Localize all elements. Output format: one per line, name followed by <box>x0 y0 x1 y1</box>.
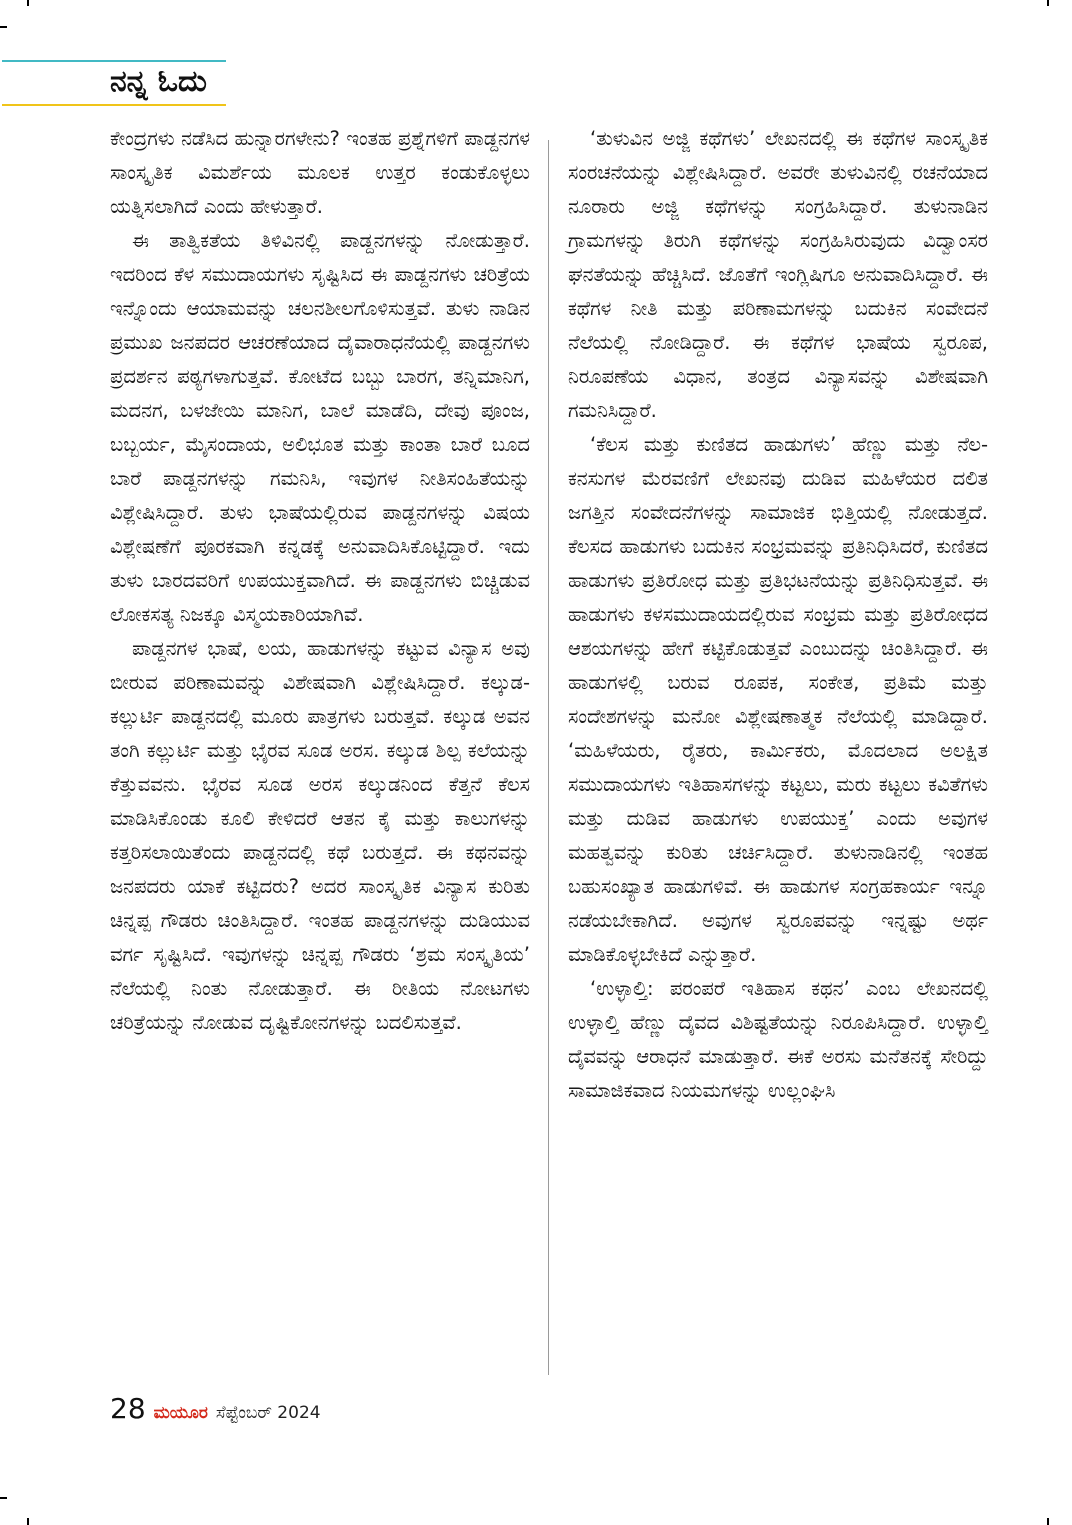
crop-mark-bottom-right <box>1047 1518 1049 1525</box>
left-paragraph-1: ಕೇಂದ್ರಗಳು ನಡೆಸಿದ ಹುನ್ನಾರಗಳೇನು? ಇಂತಹ ಪ್ರಶ್ನೆಗಳಿಗೆ ಪಾಡ್ದನಗಳ ಸಾಂಸ್ಕೃತಿಕ ವಿಮರ್ಶೆಯ ಮೂಲಕ ಉತ್ತರ ಕಂಡುಕೊಳ್ಳಲು ಯತ್ನಿಸಲಾಗಿದೆ ಎಂದು ಹೇಳುತ್ತಾರೆ. <box>110 127 530 218</box>
right-paragraph-3: ‘ಉಳ್ಳಾಲ್ತಿ: ಪರಂಪರೆ ಇತಿಹಾಸ ಕಥನ’ ಎಂಬ ಲೇಖನದಲ್ಲಿ ಉಳ್ಳಾಲ್ತಿ ಹೆಣ್ಣು ದೈವದ ವಿಶಿಷ್ಟತೆಯನ್ನು ನಿರೂಪಿಸಿದ್ದಾರೆ. ಉಳ್ಳಾಲ್ತಿ ದೈವವನ್ನು ಆರಾಧನೆ ಮಾಡುತ್ತಾರೆ. ಈಕೆ ಅರಸು ಮನೆತನಕ್ಕೆ ಸೇರಿದ್ದು ಸಾಮಾಜಿಕವಾದ ನಿಯಮಗಳನ್ನು ಉಲ್ಲಂಘಿಸಿ <box>568 977 988 1102</box>
left-paragraph-3: ಪಾಡ್ದನಗಳ ಭಾಷೆ, ಲಯ, ಹಾಡುಗಳನ್ನು ಕಟ್ಟುವ ವಿನ್ಯಾಸ ಅವು ಬೀರುವ ಪರಿಣಾಮವನ್ನು ವಿಶೇಷವಾಗಿ ವಿಶ್ಲೇಷಿಸಿದ್ದಾರೆ. ಕಲ್ಕುಡ-ಕಲ್ಲುರ್ಟಿ ಪಾಡ್ದನದಲ್ಲಿ ಮೂರು ಪಾತ್ರಗಳು ಬರುತ್ತವೆ. ಕಲ್ಕುಡ ಅವನ ತಂಗಿ ಕಲ್ಲುರ್ಟಿ ಮತ್ತು ಭೈರವ ಸೂಡ ಅರಸ. ಕಲ್ಕುಡ ಶಿಲ್ಪ ಕಲೆಯನ್ನು ಕೆತ್ತುವವನು. ಭೈರವ ಸೂಡ ಅರಸ ಕಲ್ಕುಡನಿಂದ ಕೆತ್ತನೆ ಕೆಲಸ ಮಾಡಿಸಿಕೊಂಡು ಕೂಲಿ ಕೇಳಿದರೆ ಆತನ ಕೈ ಮತ್ತು ಕಾಲುಗಳನ್ನು ಕತ್ತರಿಸಲಾಯಿತೆಂದು ಪಾಡ್ದನದಲ್ಲಿ ಕಥೆ ಬರುತ್ತದೆ. ಈ ಕಥನವನ್ನು ಜನಪದರು ಯಾಕೆ ಕಟ್ಟಿದರು? ಅದರ ಸಾಂಸ್ಕೃತಿಕ ವಿನ್ಯಾಸ ಕುರಿತು ಚಿನ್ನಪ್ಪ ಗೌಡರು ಚಿಂತಿಸಿದ್ದಾರೆ. ಇಂತಹ ಪಾಡ್ದನಗಳನ್ನು ದುಡಿಯುವ ವರ್ಗ ಸೃಷ್ಟಿಸಿದೆ. ಇವುಗಳನ್ನು ಚಿನ್ನಪ್ಪ ಗೌಡರು ‘ಶ್ರಮ ಸಂಸ್ಕೃತಿಯ’ ನೆಲೆಯಲ್ಲಿ ನಿಂತು ನೋಡುತ್ತಾರೆ. ಈ ರೀತಿಯ ನೋಟಗಳು ಚರಿತ್ರೆಯನ್ನು ನೋಡುವ ದೃಷ್ಟಿಕೋನಗಳನ್ನು ಬದಲಿಸುತ್ತವೆ. <box>110 637 530 1034</box>
page-footer <box>110 1392 321 1425</box>
section-title-rule-bottom <box>2 104 226 106</box>
right-paragraph-1: ‘ತುಳುವಿನ ಅಜ್ಜಿ ಕಥೆಗಳು’ ಲೇಖನದಲ್ಲಿ ಈ ಕಥೆಗಳ ಸಾಂಸ್ಕೃತಿಕ ಸಂರಚನೆಯನ್ನು ವಿಶ್ಲೇಷಿಸಿದ್ದಾರೆ. ಅವರೇ ತುಳುವಿನಲ್ಲಿ ರಚನೆಯಾದ ನೂರಾರು ಅಜ್ಜಿ ಕಥೆಗಳನ್ನು ಸಂಗ್ರಹಿಸಿದ್ದಾರೆ. ತುಳುನಾಡಿನ ಗ್ರಾಮಗಳನ್ನು ತಿರುಗಿ ಕಥೆಗಳನ್ನು ಸಂಗ್ರಹಿಸಿರುವುದು ವಿದ್ವಾಂಸರ ಘನತೆಯನ್ನು ಹೆಚ್ಚಿಸಿದೆ. ಜೊತೆಗೆ ಇಂಗ್ಲಿಷಿಗೂ ಅನುವಾದಿಸಿದ್ದಾರೆ. ಈ ಕಥೆಗಳ ನೀತಿ ಮತ್ತು ಪರಿಣಾಮಗಳನ್ನು ಬದುಕಿನ ಸಂವೇದನೆ ನೆಲೆಯಲ್ಲಿ ನೋಡಿದ್ದಾರೆ. ಈ ಕಥೆಗಳ ಭಾಷೆಯ ಸ್ವರೂಪ, ನಿರೂಪಣೆಯ ವಿಧಾನ, ತಂತ್ರದ ವಿನ್ಯಾಸವನ್ನು ವಿಶೇಷವಾಗಿ ಗಮನಿಸಿದ್ದಾರೆ. <box>568 127 988 422</box>
crop-mark-top-left <box>27 0 29 6</box>
issue-date: ಸೆಪ್ಟೆಂಬರ್ 2024 <box>215 1403 321 1423</box>
crop-mark-top-right <box>1047 0 1049 6</box>
crop-mark-left-top <box>0 26 7 28</box>
magazine-logo: ಮಯೂರ <box>153 1403 208 1423</box>
right-paragraph-2: ‘ಕೆಲಸ ಮತ್ತು ಕುಣಿತದ ಹಾಡುಗಳು’ ಹೆಣ್ಣು ಮತ್ತು ನೆಲ-ಕನಸುಗಳ ಮೆರವಣಿಗೆ ಲೇಖನವು ದುಡಿವ ಮಹಿಳೆಯರ ದಲಿತ ಜಗತ್ತಿನ ಸಂವೇದನೆಗಳನ್ನು ಸಾಮಾಜಿಕ ಭಿತ್ತಿಯಲ್ಲಿ ನೋಡುತ್ತದೆ. ಕೆಲಸದ ಹಾಡುಗಳು ಬದುಕಿನ ಸಂಭ್ರಮವನ್ನು ಪ್ರತಿನಿಧಿಸಿದರೆ, ಕುಣಿತದ ಹಾಡುಗಳು ಪ್ರತಿರೋಧ ಮತ್ತು ಪ್ರತಿಭಟನೆಯನ್ನು ಪ್ರತಿನಿಧಿಸುತ್ತವೆ. ಈ ಹಾಡುಗಳು ಕಳಸಮುದಾಯದಲ್ಲಿರುವ ಸಂಭ್ರಮ ಮತ್ತು ಪ್ರತಿರೋಧದ ಆಶಯಗಳನ್ನು ಹೇಗೆ ಕಟ್ಟಿಕೊಡುತ್ತವೆ ಎಂಬುದನ್ನು ಚಿಂತಿಸಿದ್ದಾರೆ. ಈ ಹಾಡುಗಳಲ್ಲಿ ಬರುವ ರೂಪಕ, ಸಂಕೇತ, ಪ್ರತಿಮೆ ಮತ್ತು ಸಂದೇಶಗಳನ್ನು ಮನೋ ವಿಶ್ಲೇಷಣಾತ್ಮಕ ನೆಲೆಯಲ್ಲಿ ಮಾಡಿದ್ದಾರೆ. ‘ಮಹಿಳೆಯರು, ರೈತರು, ಕಾರ್ಮಿಕರು, ಮೊದಲಾದ ಅಲಕ್ಷಿತ ಸಮುದಾಯಗಳು ಇತಿಹಾಸಗಳನ್ನು ಕಟ್ಟಲು, ಮರು ಕಟ್ಟಲು ಕವಿತೆಗಳು ಮತ್ತು ದುಡಿವ ಹಾಡುಗಳು ಉಪಯುಕ್ತ’ ಎಂದು ಅವುಗಳ ಮಹತ್ವವನ್ನು ಕುರಿತು ಚರ್ಚಿಸಿದ್ದಾರೆ. ತುಳುನಾಡಿನಲ್ಲಿ ಇಂತಹ ಬಹುಸಂಖ್ಯಾತ ಹಾಡುಗಳಿವೆ. ಈ ಹಾಡುಗಳ ಸಂಗ್ರಹಕಾರ್ಯ ಇನ್ನೂ ನಡೆಯಬೇಕಾಗಿದೆ. ಅವುಗಳ ಸ್ವರೂಪವನ್ನು ಇನ್ನಷ್ಟು ಅರ್ಥ ಮಾಡಿಕೊಳ್ಳಬೇಕಿದೆ ಎನ್ನುತ್ತಾರೆ. <box>568 433 988 966</box>
left-column <box>110 122 530 1040</box>
page-number: 28 <box>110 1392 146 1425</box>
right-column <box>568 122 988 1108</box>
crop-mark-left-bottom <box>0 1497 7 1499</box>
crop-mark-bottom-left <box>27 1518 29 1525</box>
column-divider <box>548 140 549 1375</box>
section-title: ನನ್ನ ಓದು <box>110 64 207 99</box>
left-paragraph-2: ಈ ತಾತ್ವಿಕತೆಯ ತಿಳಿವಿನಲ್ಲಿ ಪಾಡ್ದನಗಳನ್ನು ನೋಡುತ್ತಾರೆ. ಇದರಿಂದ ಕೆಳ ಸಮುದಾಯಗಳು ಸೃಷ್ಟಿಸಿದ ಈ ಪಾಡ್ದನಗಳು ಚರಿತ್ರೆಯ ಇನ್ನೊಂದು ಆಯಾಮವನ್ನು ಚಲನಶೀಲಗೊಳಿಸುತ್ತವೆ. ತುಳು ನಾಡಿನ ಪ್ರಮುಖ ಜನಪದರ ಆಚರಣೆಯಾದ ದೈವಾರಾಧನೆಯಲ್ಲಿ ಪಾಡ್ದನಗಳು ಪ್ರದರ್ಶನ ಪಠ್ಯಗಳಾಗುತ್ತವೆ. ಕೋಟೆದ ಬಬ್ಬು ಬಾರಗ, ತನ್ನಿಮಾನಿಗ, ಮದನಗ, ಬಳಜೇಯಿ ಮಾನಿಗ, ಬಾಲೆ ಮಾಡೆದಿ, ದೇವು ಪೂಂಜ, ಬಬ್ಬರ್ಯ, ಮೈಸಂದಾಯ, ಅಲಿಭೂತ ಮತ್ತು ಕಾಂತಾ ಬಾರೆ ಬೂದ ಬಾರೆ ಪಾಡ್ದನಗಳನ್ನು ಗಮನಿಸಿ, ಇವುಗಳ ನೀತಿಸಂಹಿತೆಯನ್ನು ವಿಶ್ಲೇಷಿಸಿದ್ದಾರೆ. ತುಳು ಭಾಷೆಯಲ್ಲಿರುವ ಪಾಡ್ದನಗಳನ್ನು ವಿಷಯ ವಿಶ್ಲೇಷಣೆಗೆ ಪೂರಕವಾಗಿ ಕನ್ನಡಕ್ಕೆ ಅನುವಾದಿಸಿಕೊಟ್ಟಿದ್ದಾರೆ. ಇದು ತುಳು ಬಾರದವರಿಗೆ ಉಪಯುಕ್ತವಾಗಿದೆ. ಈ ಪಾಡ್ದನಗಳು ಬಿಚ್ಚಿಡುವ ಲೋಕಸತ್ಯ ನಿಜಕ್ಕೂ ವಿಸ್ಮಯಕಾರಿಯಾಗಿವೆ. <box>110 229 530 626</box>
